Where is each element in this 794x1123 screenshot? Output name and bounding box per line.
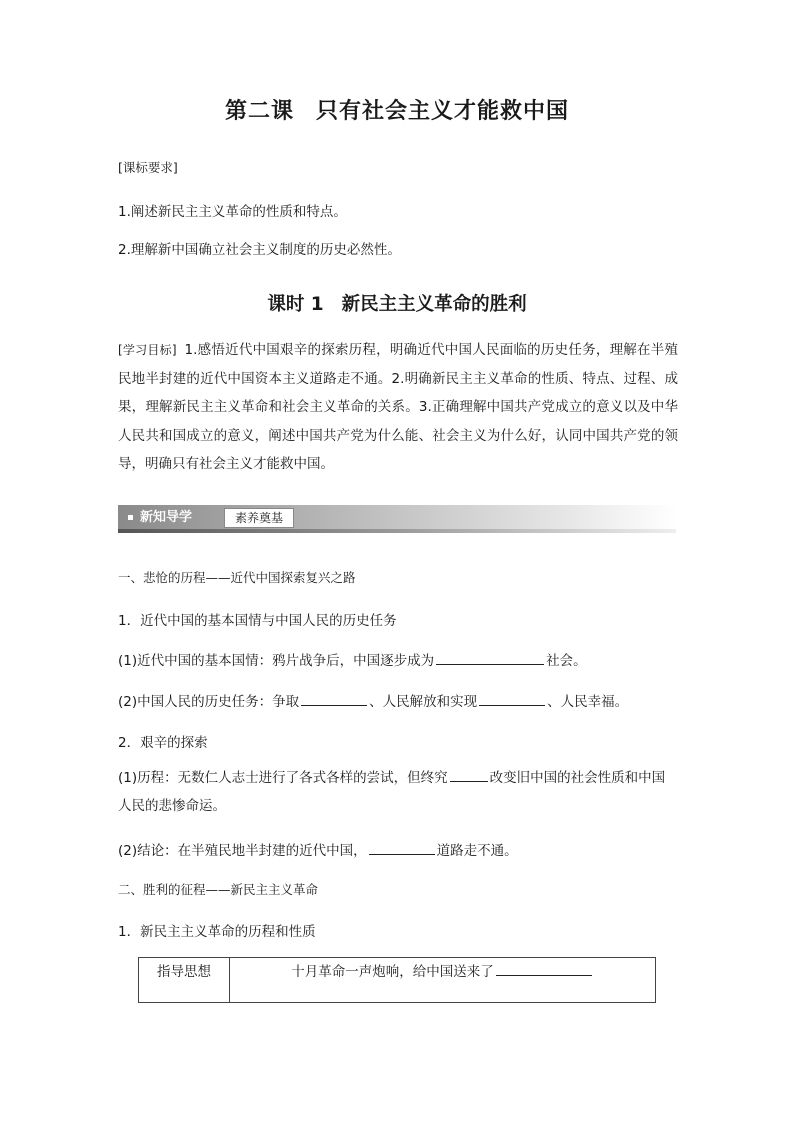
lesson-title (0, 94, 794, 125)
revolution-table (138, 957, 656, 1003)
curriculum-heading: [课标要求] (118, 160, 178, 175)
square-icon (128, 515, 133, 520)
fill-item: (2)中国人民的历史任务：争取 、人民解放和实现 、人民幸福。 (118, 690, 628, 710)
answer-blank[interactable] (369, 840, 435, 855)
answer-blank[interactable] (436, 650, 544, 665)
objectives-text: 1.感悟近代中国艰辛的探索历程，明确近代中国人民面临的历史任务，理解在半殖民地半封建的近代中国资本主义道路走不通。2.明确新民主主义革命的性质、特点、过程、成果，理解新民主主义革命和社会主义革命的关系。3.正确理解中国共产党成立的意义以及中华人民共和国成立的意义，阐述中国共产党为什么能、社会主义为什么好，认同中国共产党的领导，明确只有社会主义才能救中国。 (118, 342, 678, 472)
part1-sub1: 1．近代中国的基本国情与中国人民的历史任务 (118, 613, 397, 629)
table-cell-content: 十月革命一声炮响，给中国送来了 (230, 958, 656, 1003)
answer-blank[interactable] (301, 691, 367, 706)
lesson-name: 只有社会主义才能救中国 (316, 99, 570, 124)
answer-blank[interactable] (496, 961, 592, 976)
part2-heading: 二、胜利的征程——新民主主义革命 (118, 882, 319, 897)
learning-objectives (118, 336, 678, 479)
section-name: 新民主主义革命的胜利 (341, 294, 527, 315)
answer-blank[interactable] (450, 767, 488, 782)
curriculum-item: 2.理解新中国确立社会主义制度的历史必然性。 (118, 242, 401, 258)
part2-sub1: 1．新民主主义革命的历程和性质 (118, 924, 316, 940)
table-row (139, 958, 656, 1003)
section-number: 课时 1 (267, 294, 324, 315)
banner-label-secondary: 素养奠基 (224, 508, 294, 528)
banner-label-primary: 新知导学 (122, 509, 198, 527)
section-banner (118, 505, 676, 533)
answer-blank[interactable] (479, 691, 545, 706)
table-cell-label: 指导思想 (139, 958, 230, 1003)
part1-heading: 一、悲怆的历程——近代中国探索复兴之路 (118, 570, 356, 585)
curriculum-item: 1.阐述新民主主义革命的性质和特点。 (118, 204, 347, 220)
fill-item: (1)近代中国的基本国情：鸦片战争后，中国逐步成为 社会。 (118, 649, 587, 669)
objectives-tag: [学习目标] (118, 343, 177, 357)
fill-item: (2)结论：在半殖民地半封建的近代中国， 道路走不通。 (118, 839, 518, 859)
part1-sub2: 2．艰辛的探索 (118, 735, 208, 751)
section-title (0, 290, 794, 316)
lesson-number: 第二课 (224, 99, 294, 124)
fill-item: (1)历程：无数仁人志士进行了各式各样的尝试，但终究 改变旧中国的社会性质和中国人民的悲惨命运。 (118, 764, 678, 820)
